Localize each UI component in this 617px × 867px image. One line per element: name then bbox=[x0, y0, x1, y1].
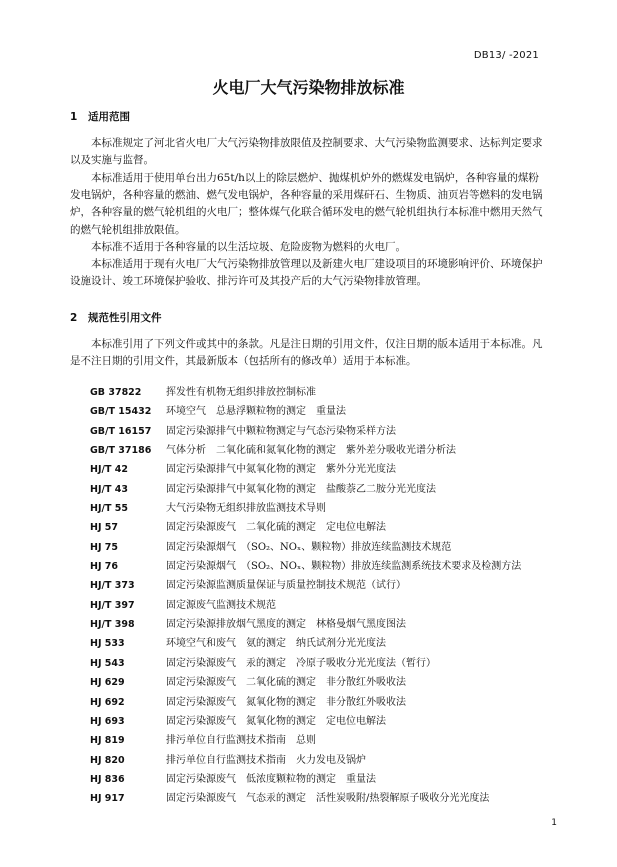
reference-code: GB 37822 bbox=[90, 387, 142, 398]
reference-title: 固定污染源废气 二氧化硫的测定 非分散红外吸收法 bbox=[166, 677, 406, 689]
list-item bbox=[0, 557, 617, 576]
list-item bbox=[0, 673, 617, 692]
paragraph: 本标准引用了下列文件或其中的条款。凡是注日期的引用文件，仅注日期的版本适用于本标准。凡是不注日期的引用文件，其最新版本（包括所有的修改单）适用于本标准。 bbox=[70, 338, 543, 368]
reference-code: HJ/T 43 bbox=[90, 483, 128, 495]
reference-code: HJ 693 bbox=[90, 715, 125, 727]
reference-title: 固定源废气监测技术规范 bbox=[166, 599, 276, 611]
reference-title: 固定污染源排气中颗粒物测定与气态污染物采样方法 bbox=[166, 425, 396, 437]
reference-code: HJ 57 bbox=[90, 522, 119, 534]
reference-code: HJ 76 bbox=[90, 561, 119, 573]
page-title: 火电厂大气污染物排放标准 bbox=[212, 78, 405, 97]
reference-code: HJ 629 bbox=[90, 677, 125, 689]
reference-title: 固定污染源废气 汞的测定 冷原子吸收分光光度法（暂行） bbox=[166, 657, 436, 669]
reference-title: 固定污染源排气中氮氧化物的测定 紫外分光光度法 bbox=[166, 464, 396, 476]
reference-code: GB/T 37186 bbox=[90, 445, 152, 457]
list-item bbox=[0, 751, 617, 770]
reference-title: 固定污染源废气 二氧化硫的测定 定电位电解法 bbox=[166, 522, 386, 534]
list-item bbox=[0, 402, 617, 421]
list-item bbox=[0, 789, 617, 808]
reference-title: 排污单位自行监测技术指南 总则 bbox=[166, 735, 316, 747]
reference-code: HJ/T 373 bbox=[90, 580, 135, 592]
reference-code: GB/T 16157 bbox=[90, 425, 152, 437]
section-heading-references bbox=[70, 310, 162, 325]
reference-title: 固定污染源排放烟气黑度的测定 林格曼烟气黑度图法 bbox=[166, 619, 406, 631]
list-item bbox=[0, 538, 617, 557]
reference-code: HJ 533 bbox=[90, 638, 125, 650]
list-item bbox=[0, 518, 617, 537]
list-item bbox=[0, 422, 617, 441]
reference-title: 气体分析 二氧化硫和氮氧化物的测定 紫外差分吸收光谱分析法 bbox=[166, 445, 456, 457]
list-item bbox=[0, 731, 617, 750]
reference-code: HJ 692 bbox=[90, 696, 125, 708]
section-heading-scope bbox=[70, 109, 130, 124]
section-title: 适用范围 bbox=[88, 111, 130, 123]
reference-code: HJ/T 397 bbox=[90, 599, 135, 611]
reference-title: 固定污染源排气中氮氧化物的测定 盐酸萘乙二胺分光光度法 bbox=[166, 483, 436, 495]
paragraph: 本标准适用于使用单台出力65t/h以上的除层燃炉、抛煤机炉外的燃煤发电锅炉，各种容量的煤粉发电锅炉，各种容量的燃油、燃气发电锅炉，各种容量的采用煤矸石、生物质、油页岩等燃料的发电锅炉，各种容量的燃气轮机组的火电厂；整体煤气化联合循环发电的燃气轮机组执行本标准中燃用天然气的燃气轮机组排放限值。 bbox=[70, 172, 543, 236]
reference-code: GB/T 15432 bbox=[90, 406, 152, 418]
section-title: 规范性引用文件 bbox=[88, 312, 162, 324]
list-item bbox=[0, 441, 617, 460]
reference-title: 环境空气 总悬浮颗粒物的测定 重量法 bbox=[166, 406, 346, 418]
list-item bbox=[0, 615, 617, 634]
paragraph: 本标准适用于现有火电厂大气污染物排放管理以及新建火电厂建设项目的环境影响评价、环境保护设施设计、竣工环境保护验收、排污许可及其投产后的大气污染物排放管理。 bbox=[70, 258, 543, 288]
list-item bbox=[0, 693, 617, 712]
reference-code: HJ 836 bbox=[90, 773, 125, 785]
list-item bbox=[0, 634, 617, 653]
reference-title: 固定污染源烟气 （SO₂、NOₓ、颗粒物）排放连续监测系统技术要求及检测方法 bbox=[166, 561, 522, 573]
reference-title: 环境空气和废气 氨的测定 纳氏试剂分光光度法 bbox=[166, 638, 386, 650]
reference-title: 排污单位自行监测技术指南 火力发电及锅炉 bbox=[166, 754, 366, 766]
reference-code: HJ 917 bbox=[90, 793, 125, 805]
reference-code: HJ/T 42 bbox=[90, 464, 128, 476]
list-item bbox=[0, 712, 617, 731]
reference-title: 固定污染源废气 低浓度颗粒物的测定 重量法 bbox=[166, 773, 376, 785]
document-id: DB13/ -2021 bbox=[473, 50, 539, 61]
paragraph: 本标准规定了河北省火电厂大气污染物排放限值及控制要求、大气污染物监测要求、达标判定要求以及实施与监督。 bbox=[70, 137, 543, 167]
section-number: 2 bbox=[70, 312, 78, 324]
list-item bbox=[0, 654, 617, 673]
reference-code: HJ 543 bbox=[90, 657, 125, 669]
list-item bbox=[0, 576, 617, 595]
reference-code: HJ 820 bbox=[90, 754, 125, 766]
reference-title: 固定污染源废气 氮氧化物的测定 定电位电解法 bbox=[166, 715, 386, 727]
list-item bbox=[0, 460, 617, 479]
paragraph: 本标准不适用于各种容量的以生活垃圾、危险废物为燃料的火电厂。 bbox=[91, 241, 406, 253]
reference-title: 挥发性有机物无组织排放控制标准 bbox=[166, 387, 316, 398]
page-number: 1 bbox=[551, 818, 557, 828]
reference-code: HJ 819 bbox=[90, 735, 125, 747]
reference-title: 固定污染源烟气 （SO₂、NOₓ、颗粒物）排放连续监测技术规范 bbox=[166, 541, 452, 553]
list-item bbox=[0, 383, 617, 402]
reference-title: 固定污染源废气 气态汞的测定 活性炭吸附/热裂解原子吸收分光光度法 bbox=[166, 793, 490, 805]
list-item bbox=[0, 499, 617, 518]
reference-code: HJ 75 bbox=[90, 541, 119, 553]
reference-code: HJ/T 55 bbox=[90, 503, 128, 515]
reference-title: 大气污染物无组织排放监测技术导则 bbox=[166, 503, 326, 515]
list-item bbox=[0, 770, 617, 789]
list-item bbox=[0, 480, 617, 499]
reference-title: 固定污染源监测质量保证与质量控制技术规范（试行） bbox=[166, 580, 406, 592]
reference-code: HJ/T 398 bbox=[90, 619, 135, 631]
list-item bbox=[0, 596, 617, 615]
section-number: 1 bbox=[70, 111, 78, 123]
reference-title: 固定污染源废气 氮氧化物的测定 非分散红外吸收法 bbox=[166, 696, 406, 708]
reference-list bbox=[0, 383, 617, 809]
